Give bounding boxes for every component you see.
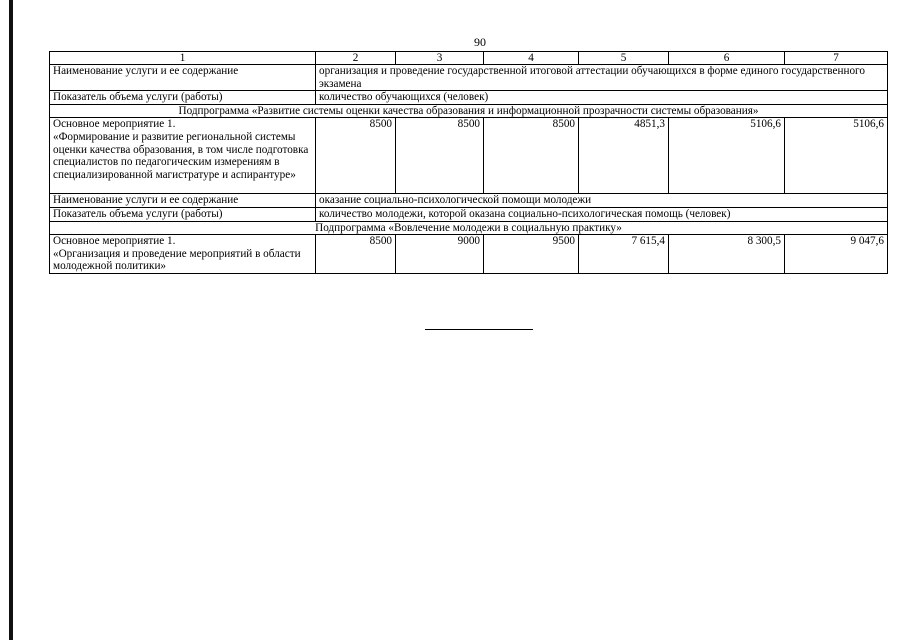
value-cell: 9500 <box>484 235 579 274</box>
subprogram-title: Подпрограмма «Развитие системы оценки качества образования и информационной прозрачности системы образования» <box>50 104 888 118</box>
column-header: 6 <box>669 52 785 65</box>
value-cell: 5106,6 <box>785 118 888 194</box>
row-label: Наименование услуги и ее содержание <box>50 194 316 208</box>
value-cell: 8500 <box>316 235 396 274</box>
column-header: 7 <box>785 52 888 65</box>
table-header-row <box>50 52 888 65</box>
page-edge-line <box>9 0 13 640</box>
value-cell: 4851,3 <box>579 118 669 194</box>
value-cell: 8500 <box>396 118 484 194</box>
value-cell: 5106,6 <box>669 118 785 194</box>
row-label: Наименование услуги и ее содержание <box>50 65 316 91</box>
row-label: Основное мероприятие 1. «Организация и проведение мероприятий в области молодежной политики» <box>50 235 316 274</box>
value-cell: 9000 <box>396 235 484 274</box>
table-row <box>50 91 888 105</box>
column-header: 4 <box>484 52 579 65</box>
column-header: 3 <box>396 52 484 65</box>
table-row <box>50 194 888 208</box>
program-table <box>49 51 888 274</box>
row-label: Показатель объема услуги (работы) <box>50 207 316 221</box>
value-cell: 8 300,5 <box>669 235 785 274</box>
value-cell: 7 615,4 <box>579 235 669 274</box>
row-text: количество молодежи, которой оказана социально-психологическая помощь (человек) <box>316 207 888 221</box>
value-cell: 9 047,6 <box>785 235 888 274</box>
subprogram-title: Подпрограмма «Вовлечение молодежи в социальную практику» <box>50 221 888 235</box>
column-header: 5 <box>579 52 669 65</box>
row-text: оказание социально-психологической помощи молодежи <box>316 194 888 208</box>
value-cell: 8500 <box>316 118 396 194</box>
row-label: Основное мероприятие 1. «Формирование и развитие региональной системы оценки качества образования, в том числе подготовка специалистов по педагогическим измерениям в специализированной магистратуре и аспирантуре» <box>50 118 316 194</box>
table-row <box>50 235 888 274</box>
page-number: 90 <box>474 35 486 49</box>
table-row <box>50 65 888 91</box>
column-header: 1 <box>50 52 316 65</box>
row-label: Показатель объема услуги (работы) <box>50 91 316 105</box>
table-row <box>50 118 888 194</box>
end-divider-line <box>425 329 533 330</box>
table-row <box>50 207 888 221</box>
row-text: количество обучающихся (человек) <box>316 91 888 105</box>
value-cell: 8500 <box>484 118 579 194</box>
subprogram-row <box>50 104 888 118</box>
subprogram-row <box>50 221 888 235</box>
row-text: организация и проведение государственной итоговой аттестации обучающихся в форме единого государственного экзамена <box>316 65 888 91</box>
column-header: 2 <box>316 52 396 65</box>
